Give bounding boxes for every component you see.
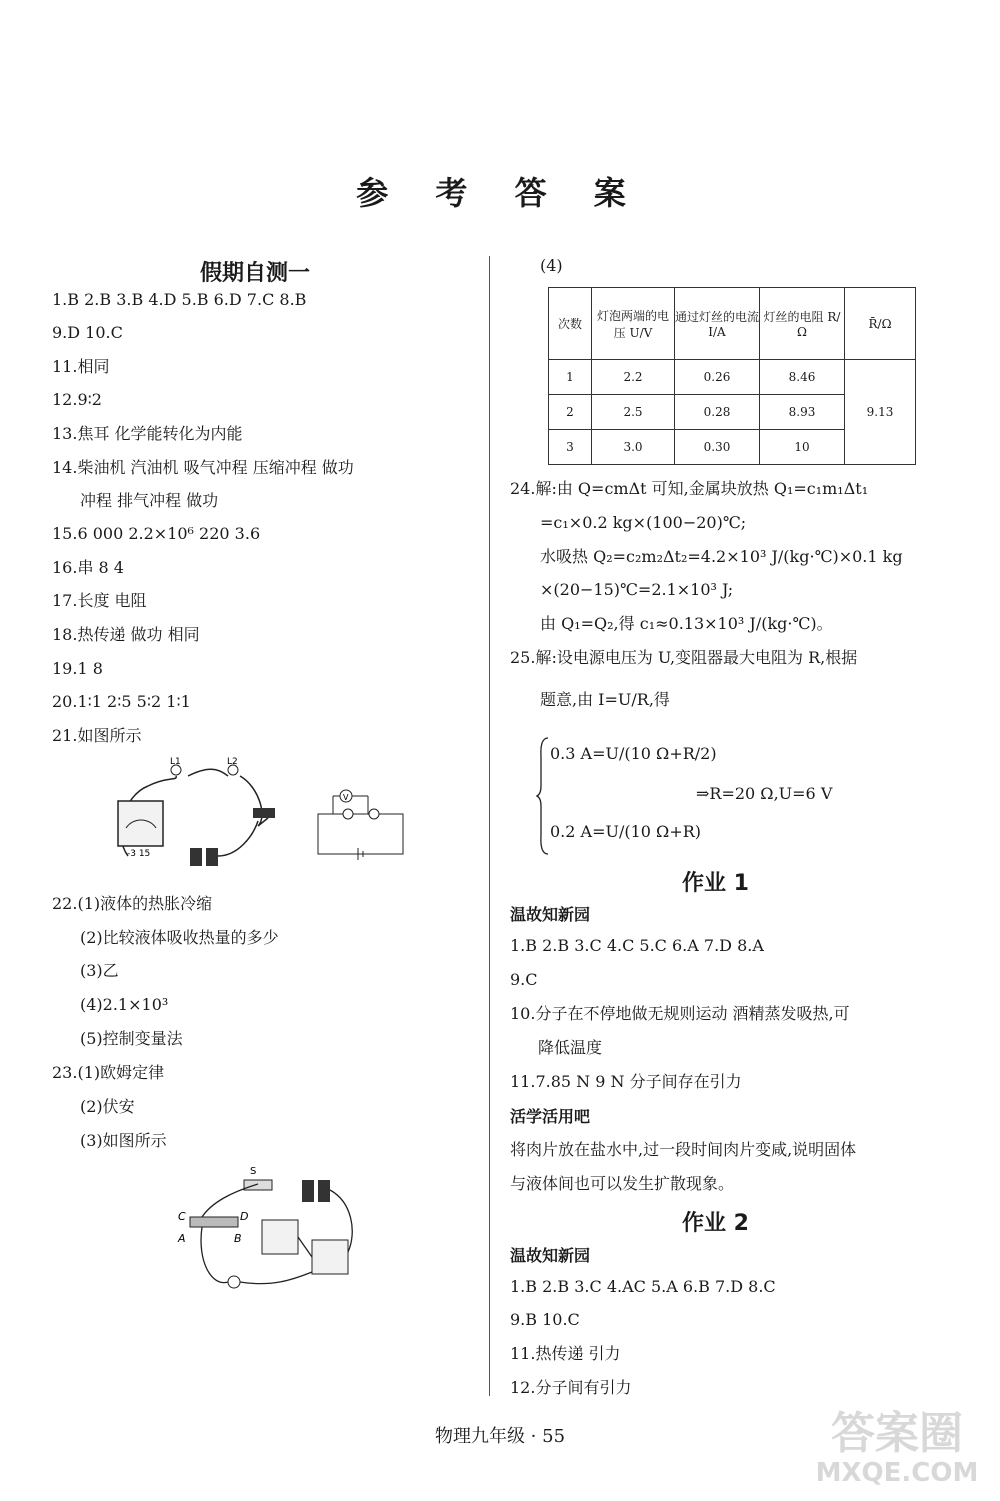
label-a: A [178, 1232, 186, 1245]
table-cell: 10 [760, 430, 845, 465]
circuit-figure-21 [108, 756, 418, 866]
voltmeter-v: V [343, 793, 349, 802]
watermark [802, 1410, 992, 1495]
answer-line: 由 Q₁=Q₂,得 c₁≈0.13×10³ J/(kg·℃)。 [540, 614, 833, 633]
answer-line: 24.解:由 Q=cmΔt 可知,金属块放热 Q₁=c₁m₁Δt₁ [510, 479, 869, 498]
answer-line: 11.热传递 引力 [510, 1344, 621, 1363]
answer-line: =c₁×0.2 kg×(100−20)℃; [540, 513, 747, 532]
answer-line: 13.焦耳 化学能转化为内能 [52, 424, 243, 443]
page-footer: 物理九年级 · 55 [434, 1426, 566, 1447]
answer-line: 1.B 2.B 3.C 4.C 5.C 6.A 7.D 8.A [510, 936, 764, 955]
equation-result: ⇒R=20 Ω,U=6 V [696, 784, 833, 803]
answer-line: (2)伏安 [80, 1097, 135, 1116]
table-cell: 1 [549, 360, 592, 395]
table-header: 通过灯丝的电流 I/A [675, 288, 760, 360]
table-cell: 8.93 [760, 395, 845, 430]
label-s: S [250, 1166, 257, 1177]
brace-icon [536, 736, 550, 856]
answer-line: 冲程 排气冲程 做功 [80, 491, 219, 510]
label-l1: L1 [170, 757, 181, 767]
circuit-figure-23 [172, 1162, 372, 1302]
page-title: 参 考 答 案 [356, 174, 644, 212]
answer-line: 20.1∶1 2∶5 5∶2 1∶1 [52, 692, 191, 711]
q4-label: (4) [540, 256, 563, 275]
table-cell: 0.30 [675, 430, 760, 465]
table-cell: 2.5 [592, 395, 675, 430]
subheading: 活学活用吧 [510, 1107, 591, 1126]
answer-line: 题意,由 I=U/R,得 [540, 690, 670, 709]
table-cell: 2.2 [592, 360, 675, 395]
table-header: 灯泡两端的电压 U/V [592, 288, 675, 360]
section-heading-hw1: 作业 1 [682, 871, 749, 896]
answer-line: 15.6 000 2.2×10⁶ 220 3.6 [52, 524, 261, 543]
subheading: 温故知新园 [510, 1246, 591, 1265]
table-cell: 8.46 [760, 360, 845, 395]
equation-2: 0.2 A=U/(10 Ω+R) [550, 822, 702, 841]
table-cell-average: 9.13 [845, 360, 916, 465]
answer-line: ×(20−15)℃=2.1×10³ J; [540, 580, 734, 599]
watermark-url: MXQE.COM [815, 1458, 979, 1488]
label-d: D [240, 1210, 249, 1223]
table-cell: 2 [549, 395, 592, 430]
answer-line: 10.分子在不停地做无规则运动 酒精蒸发吸热,可 [510, 1004, 850, 1023]
answer-line: 水吸热 Q₂=c₂m₂Δt₂=4.2×10³ J/(kg·℃)×0.1 kg [540, 547, 903, 566]
label-l2: L2 [227, 757, 238, 767]
label-b: B [234, 1232, 242, 1245]
table-cell: 0.26 [675, 360, 760, 395]
answer-line: 12.9∶2 [52, 390, 102, 409]
table-header: R̄/Ω [845, 288, 916, 360]
answer-line: 1.B 2.B 3.C 4.AC 5.A 6.B 7.D 8.C [510, 1277, 776, 1296]
section-heading-hw2: 作业 2 [682, 1211, 749, 1236]
table-cell: 0.28 [675, 395, 760, 430]
table-cell: 3 [549, 430, 592, 465]
watermark-logo: 答案圈 [831, 1408, 963, 1459]
answer-line: (5)控制变量法 [80, 1029, 183, 1048]
results-table [548, 287, 916, 465]
answer-line: 16.串 8 4 [52, 558, 124, 577]
answer-line: 19.1 8 [52, 659, 103, 678]
answer-line: 17.长度 电阻 [52, 591, 147, 610]
answer-line: 22.(1)液体的热胀冷缩 [52, 894, 213, 913]
column-divider [489, 256, 490, 1396]
answer-line: 18.热传递 做功 相同 [52, 625, 200, 644]
answer-line: 降低温度 [538, 1038, 603, 1057]
answer-line: 9.D 10.C [52, 323, 123, 342]
meter-label: -3 15 [127, 849, 151, 859]
answer-line: 12.分子间有引力 [510, 1378, 632, 1397]
answer-line: (3)如图所示 [80, 1131, 167, 1150]
answer-line: 14.柴油机 汽油机 吸气冲程 压缩冲程 做功 [52, 458, 354, 477]
answer-line: 与液体间也可以发生扩散现象。 [510, 1174, 735, 1193]
label-c: C [178, 1210, 186, 1223]
answer-line: 11.7.85 N 9 N 分子间存在引力 [510, 1072, 742, 1091]
answer-line: 将肉片放在盐水中,过一段时间肉片变咸,说明固体 [510, 1140, 857, 1159]
answer-line: 9.C [510, 970, 538, 989]
answer-line: 9.B 10.C [510, 1310, 580, 1329]
answer-line: 1.B 2.B 3.B 4.D 5.B 6.D 7.C 8.B [52, 290, 307, 309]
table-header: 灯丝的电阻 R/Ω [760, 288, 845, 360]
section-heading-self-test: 假期自测一 [200, 261, 311, 286]
table-header: 次数 [549, 288, 592, 360]
answer-line: (3)乙 [80, 961, 119, 980]
answer-line: (4)2.1×10³ [80, 995, 169, 1014]
answer-line: 23.(1)欧姆定律 [52, 1063, 165, 1082]
answer-line: (2)比较液体吸收热量的多少 [80, 928, 279, 947]
equation-1: 0.3 A=U/(10 Ω+R/2) [550, 744, 717, 763]
table-cell: 3.0 [592, 430, 675, 465]
answer-line: 25.解:设电源电压为 U,变阻器最大电阻为 R,根据 [510, 648, 858, 667]
answer-line: 21.如图所示 [52, 726, 142, 745]
subheading: 温故知新园 [510, 905, 591, 924]
answer-line: 11.相同 [52, 357, 110, 376]
